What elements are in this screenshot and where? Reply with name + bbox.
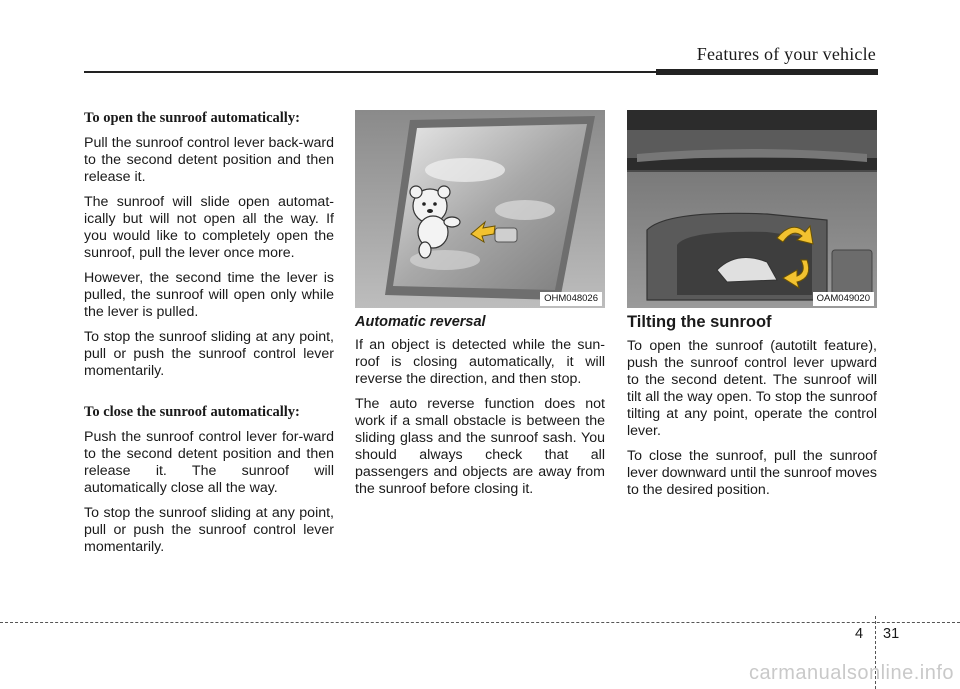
paragraph: Push the sunroof control lever for-ward to the second detent position and then release it. The sunroof will automatically close all the way. <box>84 429 334 496</box>
heading-tilting-sunroof: Tilting the sunroof <box>627 313 772 331</box>
watermark: carmanualsonline.info <box>748 662 954 684</box>
paragraph: Pull the sunroof control lever back-ward to the second detent position and then release it. <box>84 135 334 185</box>
figure-code: OAM049020 <box>813 292 874 306</box>
header-rule-accent <box>656 69 878 75</box>
page-number: 31 <box>883 626 900 642</box>
heading-open-sunroof: To open the sunroof automatically: <box>84 110 300 126</box>
paragraph: The auto reverse function does not work if a small obstacle is between the sliding glass and the sunroof sash. You should always check that all passengers and objects are away from the sunroof before closing it. <box>355 396 605 497</box>
heading-automatic-reversal: Automatic reversal <box>355 314 486 330</box>
footer-rule <box>0 622 960 623</box>
paragraph: If an object is detected while the sun-roof is closing automatically, it will reverse the direction, and then stop. <box>355 337 605 387</box>
page-header-title: Features of your vehicle <box>696 44 876 64</box>
control-lever-illustration <box>627 110 877 308</box>
sunroof-illustration <box>355 110 605 308</box>
paragraph: To close the sunroof, pull the sunroof lever downward until the sunroof moves to the desired position. <box>627 448 877 498</box>
paragraph: To stop the sunroof sliding at any point, pull or push the sunroof control lever momentarily. <box>84 505 334 555</box>
chapter-number: 4 <box>855 626 864 642</box>
header-rule <box>84 71 744 73</box>
figure-sunroof-tilt <box>627 110 877 308</box>
paragraph: However, the second time the lever is pulled, the sunroof will open only while the lever is pulled. <box>84 270 334 320</box>
column-1 <box>84 110 334 564</box>
heading-close-sunroof: To close the sunroof automatically: <box>84 404 300 420</box>
paragraph: To open the sunroof (autotilt feature), push the sunroof control lever upward to the second detent. The sunroof will tilt all the way open. To stop the sunroof tilting at any point, operate the control lever. <box>627 338 877 439</box>
column-2 <box>355 110 605 506</box>
figure-code: OHM048026 <box>540 292 602 306</box>
figure-sunroof-reversal <box>355 110 605 308</box>
column-3 <box>627 110 877 507</box>
paragraph: The sunroof will slide open automat-ically but will not open all the way. If you would like to completely open the sunroof, pull the lever once more. <box>84 194 334 261</box>
paragraph: To stop the sunroof sliding at any point, pull or push the sunroof control lever momentarily. <box>84 329 334 379</box>
